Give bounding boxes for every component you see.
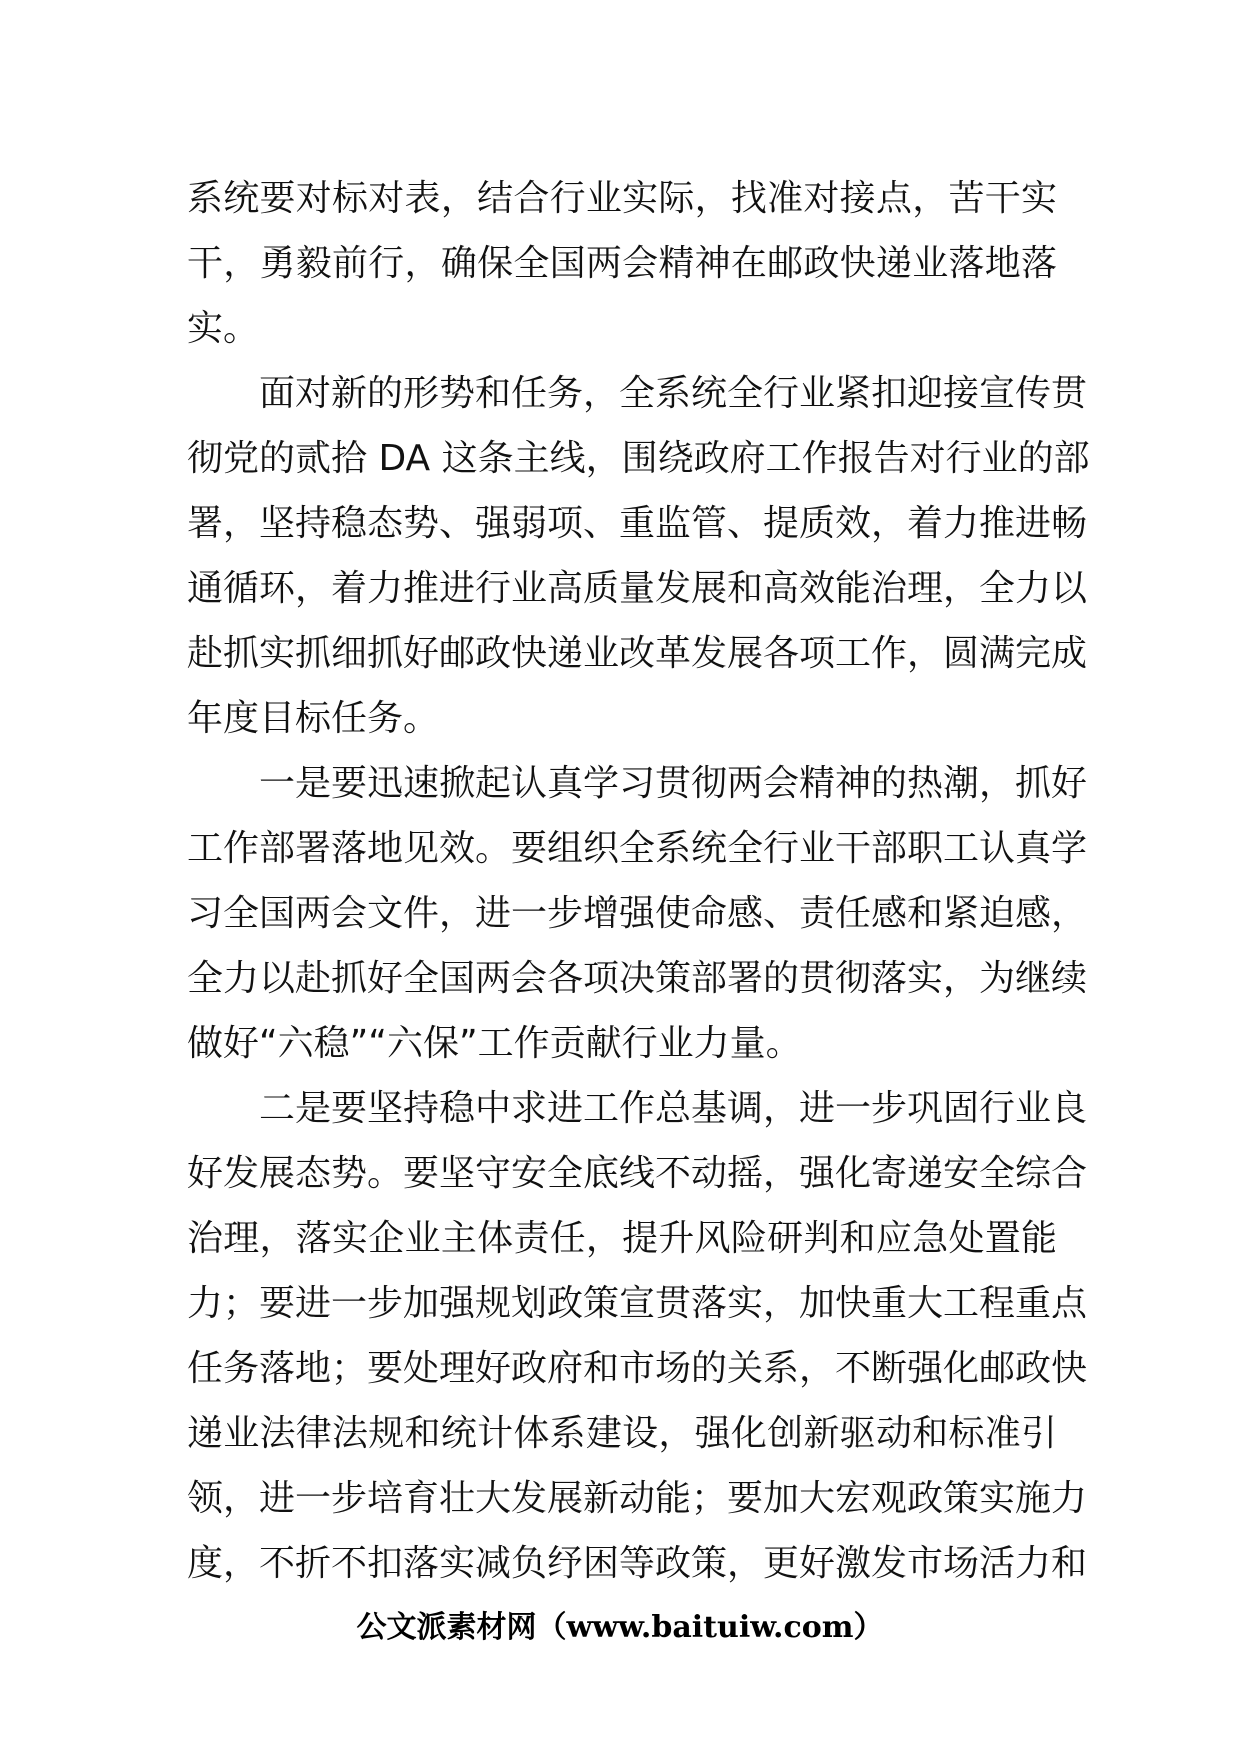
text-line: 系统要对标对表，结合行业实际，找准对接点，苦干实 (187, 178, 1057, 219)
text-line: 全力以赴抓好全国两会各项决策部署的贯彻落实，为继续 (187, 958, 1088, 999)
text-line: 实。 (187, 308, 260, 349)
text-line: 递业法律法规和统计体系建设，强化创新驱动和标准引 (187, 1413, 1057, 1454)
paragraph-point-one (187, 751, 1088, 1076)
text-line: 通循环，着力推进行业高质量发展和高效能治理，全力以 (187, 568, 1088, 609)
text-line: 年度目标任务。 (187, 698, 440, 739)
paragraph-point-two (187, 1076, 1088, 1596)
document-body (187, 166, 1090, 1596)
text-line: 一是要迅速掀起认真学习贯彻两会精神的热潮，抓好 (259, 763, 1088, 804)
text-line: 二是要坚持稳中求进工作总基调，进一步巩固行业良 (259, 1088, 1088, 1129)
footer-watermark-text: 公文派素材网（www.baituiw.com） (356, 1610, 884, 1645)
text-line: 做好“六稳”“六保”工作贡献行业力量。 (187, 1023, 802, 1064)
text-line: 领，进一步培育壮大发展新动能；要加大宏观政策实施力 (187, 1478, 1088, 1519)
text-line: 干，勇毅前行，确保全国两会精神在邮政快递业落地落 (187, 243, 1057, 284)
text-line: 面对新的形势和任务，全系统全行业紧扣迎接宣传贯 (259, 373, 1088, 414)
text-line: 署，坚持稳态势、强弱项、重监管、提质效，着力推进畅 (187, 503, 1088, 544)
text-line: 任务落地；要处理好政府和市场的关系，不断强化邮政快 (187, 1348, 1088, 1389)
text-line: 治理，落实企业主体责任，提升风险研判和应急处置能 (187, 1218, 1057, 1259)
text-line: 习全国两会文件，进一步增强使命感、责任感和紧迫感， (187, 893, 1088, 934)
text-line: 彻党的贰拾 DA 这条主线，围绕政府工作报告对行业的部 (187, 438, 1090, 479)
paragraph-situation (187, 361, 1090, 751)
text-line: 工作部署落地见效。要组织全系统全行业干部职工认真学 (187, 828, 1088, 869)
text-line: 好发展态势。要坚守安全底线不动摇，强化寄递安全综合 (187, 1153, 1088, 1194)
text-line: 度，不折不扣落实减负纾困等政策，更好激发市场活力和 (187, 1543, 1088, 1584)
text-line: 赴抓实抓细抓好邮政快递业改革发展各项工作，圆满完成 (187, 633, 1088, 674)
text-line: 力；要进一步加强规划政策宣贯落实，加快重大工程重点 (187, 1283, 1088, 1324)
paragraph-continuation (187, 166, 1057, 361)
